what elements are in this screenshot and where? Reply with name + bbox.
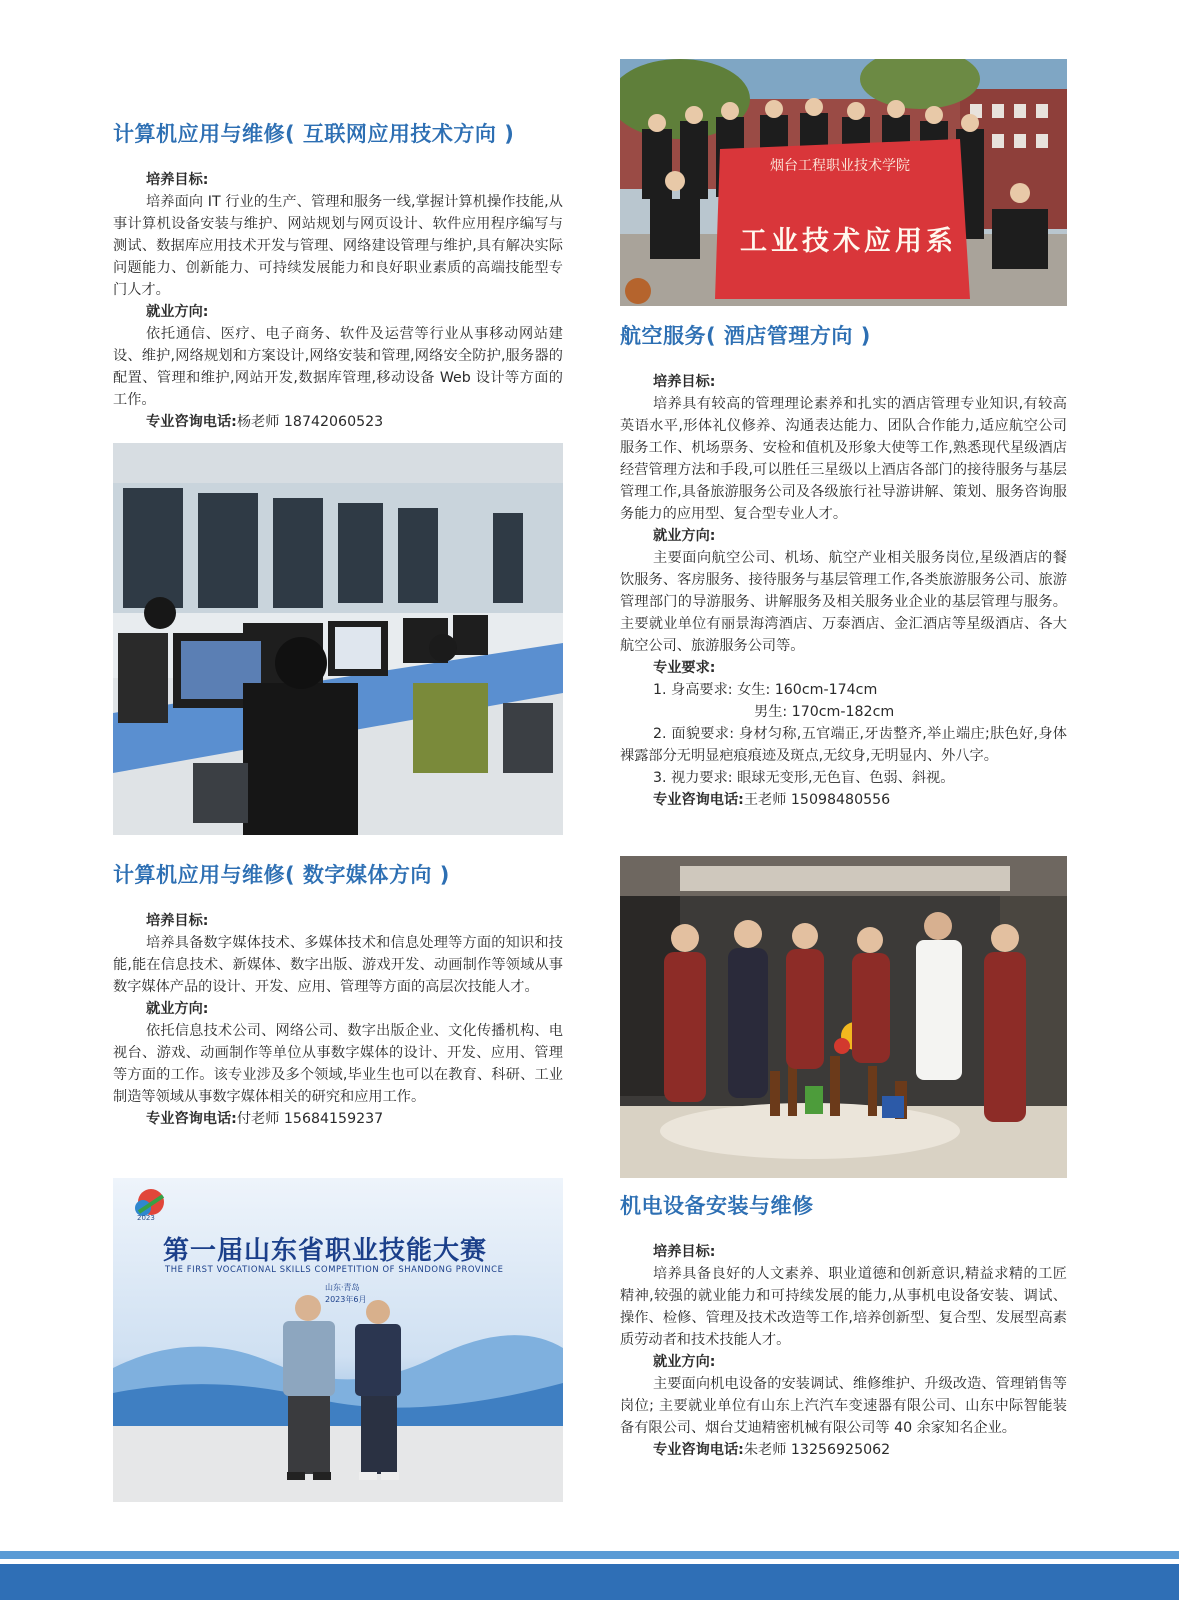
goal-text: 培养具有较高的管理理论素养和扎实的酒店管理专业知识,有较高英语水平,形体礼仪修养、沟通表达能力、团队合作能力,适应航空公司服务工作、机场票务、安检和值机及形象大使等工作,熟悉现代星级酒店经营管理方法和手段,可以胜任三星级以上酒店各部门的接待服务与基层管理工作,具备旅游服务公司及各级旅行社导游讲解、策划、服务咨询服务能力的应用型、复合型专业人才。 xyxy=(620,396,1067,522)
section-title: 计算机应用与维修( 互联网应用技术方向 ) xyxy=(113,122,515,146)
goal-label: 培养目标: xyxy=(653,374,716,390)
goal-text: 培养具备良好的人文素养、职业道德和创新意识,精益求精的工匠精神,较强的就业能力和可持续发展的能力,从事机电设备安装、调试、操作、检修、管理及技术改造等工作,培养创新型、复合型、发展型高素质劳动者和技术技能人才。 xyxy=(620,1266,1067,1348)
goal-text: 培养具备数字媒体技术、多媒体技术和信息处理等方面的知识和技能,能在信息技术、新媒体、数字出版、游戏开发、动画制作等领域从事数字媒体产品的设计、开发、应用、管理等方面的高层次技能人才。 xyxy=(113,935,563,995)
contact-label: 专业咨询电话: xyxy=(146,414,237,430)
job-label: 就业方向: xyxy=(146,1001,209,1017)
contact-value: 杨老师 18742060523 xyxy=(236,414,384,430)
team-banner-line2: 工业技术应用系 xyxy=(740,226,957,257)
contest-place: 山东·青岛 xyxy=(325,1283,360,1292)
height-req-female: 女生: 160cm-174cm xyxy=(737,682,878,698)
team-banner-line1: 烟台工程职业技术学院 xyxy=(770,158,910,174)
job-text: 主要面向机电设备的安装调试、维修维护、升级改造、管理销售等岗位; 主要就业单位有山东上汽汽车变速器有限公司、山东中际智能装备有限公司、烟台艾迪精密机械有限公司等 40 余家知名企业。 xyxy=(620,1376,1067,1436)
vision-requirement: 3. 视力要求: 眼球无变形,无色盲、色弱、斜视。 xyxy=(653,770,955,786)
height-req-male: 男生: 170cm-182cm xyxy=(754,704,895,720)
contest-date: 2023年6月 xyxy=(325,1295,367,1304)
section-title: 航空服务( 酒店管理方向 ) xyxy=(620,324,871,348)
section-internet xyxy=(113,118,563,433)
contact-line xyxy=(620,1439,1067,1461)
job-label: 就业方向: xyxy=(146,304,209,320)
contest-logo-year: 2023 xyxy=(137,1214,155,1222)
section-title: 计算机应用与维修( 数字媒体方向 ) xyxy=(113,863,450,887)
contact-value: 朱老师 13256925062 xyxy=(743,1442,891,1458)
job-label: 就业方向: xyxy=(653,528,716,544)
job-text: 主要面向航空公司、机场、航空产业相关服务岗位,星级酒店的餐饮服务、客房服务、接待服务与基层管理工作,各类旅游服务公司、旅游管理部门的导游服务、讲解服务及相关服务业企业的基层管理与服务。主要就业单位有丽景海湾酒店、万泰酒店、金汇酒店等星级酒店、各大航空公司、旅游服务公司等。 xyxy=(620,550,1067,654)
contact-line xyxy=(113,411,563,433)
footer-stripe-light xyxy=(0,1551,1179,1559)
section-media xyxy=(113,859,563,1130)
goal-text: 培养面向 IT 行业的生产、管理和服务一线,掌握计算机操作技能,从事计算机设备安装与维护、网站规划与网页设计、软件应用程序编写与测试、数据库应用技术开发与管理、网络建设管理与维护,具有解决实际问题能力、创新能力、可持续发展能力和良好职业素质的高端技能型专门人才。 xyxy=(113,194,563,298)
flight-attendants-photo xyxy=(620,856,1067,1178)
contact-label: 专业咨询电话: xyxy=(653,1442,744,1458)
contact-label: 专业咨询电话: xyxy=(146,1111,237,1127)
goal-label: 培养目标: xyxy=(146,172,209,188)
team-photo xyxy=(620,59,1067,306)
section-title: 机电设备安装与维修 xyxy=(620,1194,814,1218)
section-aviation xyxy=(620,320,1067,811)
section-electro xyxy=(620,1190,1067,1461)
contest-subtitle: THE FIRST VOCATIONAL SKILLS COMPETITION OF SHANDONG PROVINCE xyxy=(165,1264,504,1274)
goal-label: 培养目标: xyxy=(653,1244,716,1260)
computer-lab-photo xyxy=(113,443,563,835)
height-requirement xyxy=(620,679,1067,701)
footer-stripe-dark xyxy=(0,1564,1179,1600)
contact-label: 专业咨询电话: xyxy=(653,792,744,808)
contact-line xyxy=(620,789,1067,811)
height-req-prefix: 1. 身高要求: xyxy=(653,682,733,698)
contest-title: 第一届山东省职业技能大赛 xyxy=(163,1236,488,1266)
requirements-label: 专业要求: xyxy=(653,660,716,676)
goal-label: 培养目标: xyxy=(146,913,209,929)
job-text: 依托通信、医疗、电子商务、软件及运营等行业从事移动网站建设、维护,网络规划和方案设计,网络安装和管理,网络安全防护,服务器的配置、管理和维护,网站开发,数据库管理,移动设备 Web 设计等方面的工作。 xyxy=(113,326,563,408)
skills-contest-photo xyxy=(113,1178,563,1502)
contact-line xyxy=(113,1108,563,1130)
job-text: 依托信息技术公司、网络公司、数字出版企业、文化传播机构、电视台、游戏、动画制作等单位从事数字媒体的设计、开发、应用、管理等方面的工作。该专业涉及多个领域,毕业生也可以在教育、科研、工业制造等领域从事数字媒体相关的研究和应用工作。 xyxy=(113,1023,563,1105)
contact-value: 王老师 15098480556 xyxy=(743,792,891,808)
appearance-requirement: 2. 面貌要求: 身材匀称,五官端正,牙齿整齐,举止端庄;肤色好,身体裸露部分无明显疤痕痕迹及斑点,无纹身,无明显内、外八字。 xyxy=(620,726,1067,764)
job-label: 就业方向: xyxy=(653,1354,716,1370)
contact-value: 付老师 15684159237 xyxy=(236,1111,384,1127)
